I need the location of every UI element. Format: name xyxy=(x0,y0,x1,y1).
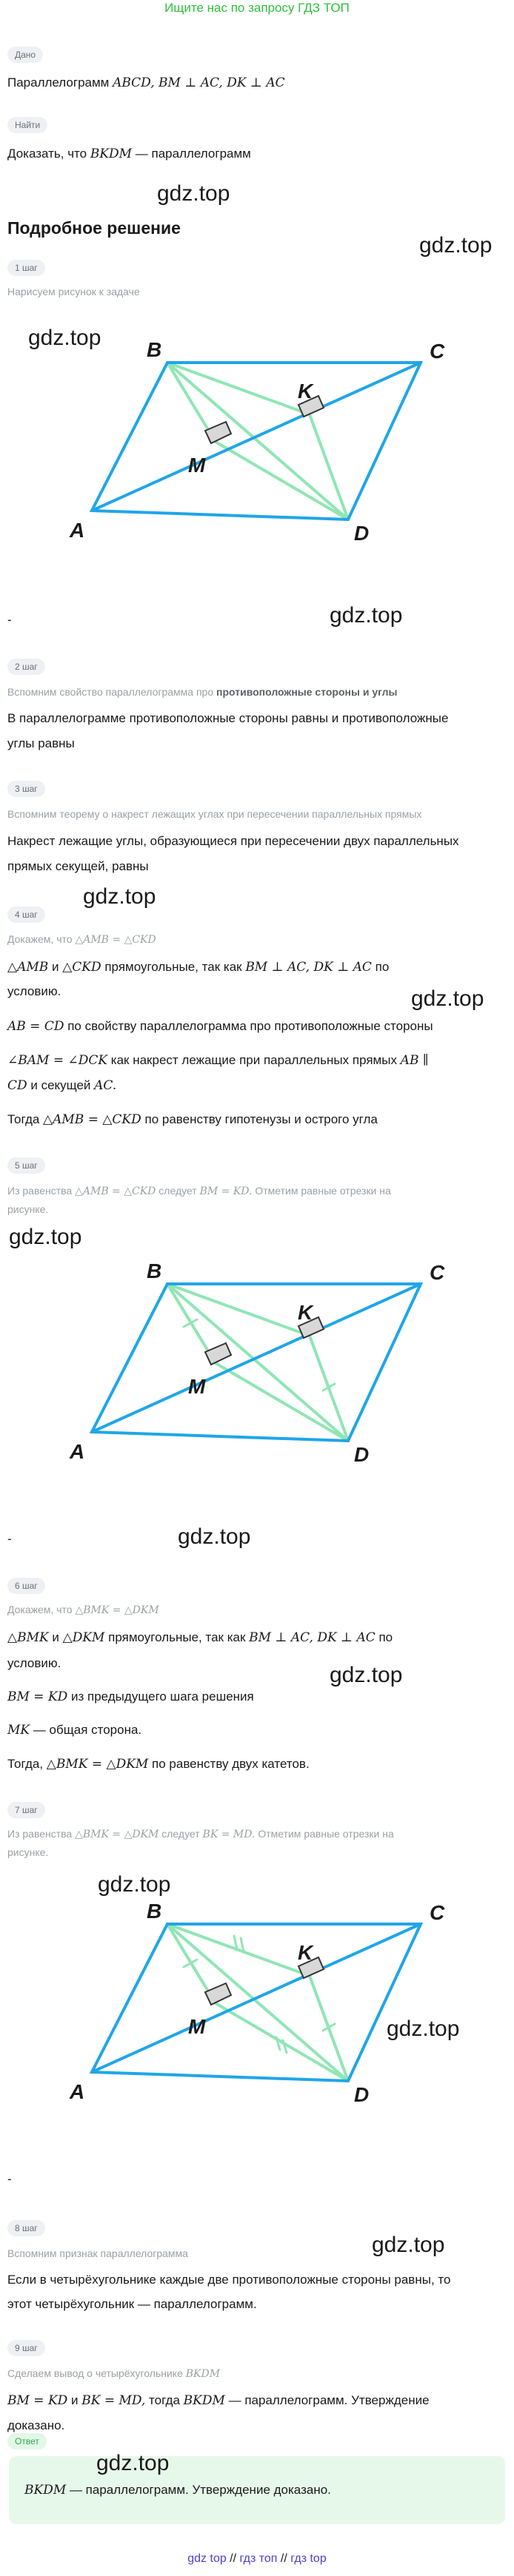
figure-1 xyxy=(59,333,459,570)
right-angle-m xyxy=(205,422,231,443)
segment-bk xyxy=(167,1284,310,1336)
step4-line2: условию. xyxy=(7,984,61,998)
step4-l5-m2: AC. xyxy=(94,1078,117,1093)
find-suffix: — параллелограмм xyxy=(132,147,251,161)
step2-hint xyxy=(7,683,397,701)
bottom-links xyxy=(0,2552,514,2566)
bottom-link-2[interactable]: гдз топ xyxy=(239,2552,278,2565)
step4-tag: 4 шаг xyxy=(7,907,45,923)
step4-line4 xyxy=(7,1049,429,1072)
step6-tag: 6 шаг xyxy=(7,1578,45,1594)
given-text xyxy=(7,72,285,94)
step6-l1-t2: прямоугольные, так как xyxy=(104,1630,250,1644)
diagonal-bd xyxy=(167,1284,348,1441)
answer-text xyxy=(24,2479,331,2501)
step4-line3 xyxy=(7,1015,433,1038)
step4-l1-t1: и xyxy=(48,960,63,974)
figure-2 xyxy=(59,1254,459,1491)
step5-hint-p1: Из равенства xyxy=(7,1185,76,1197)
step8-hint: Вспомним признак параллелограмма xyxy=(7,2247,188,2259)
step3-tag: 3 шаг xyxy=(7,781,45,797)
step5-hint-p3: Отметим равные отрезки на xyxy=(252,1185,391,1197)
step7-hint-m2: BK = MD. xyxy=(202,1829,256,1840)
watermark: gdz.top xyxy=(411,986,484,1011)
given-math: ABCD, BM ⊥ AC, DK ⊥ AC xyxy=(113,75,285,90)
segment-md xyxy=(216,442,348,519)
step2-tag-wrap xyxy=(7,659,45,675)
step2-tag: 2 шаг xyxy=(7,659,45,675)
watermark: gdz.top xyxy=(28,326,101,350)
step2-line2: углы равны xyxy=(7,736,75,750)
step6-l1-m2: △DKM xyxy=(62,1630,105,1645)
step5-tag: 5 шаг xyxy=(7,1157,45,1174)
diagonal-ac xyxy=(92,1924,421,2072)
step6-hint-math: △BMK = △DKM xyxy=(75,1604,159,1616)
step6-hint-prefix: Докажем, что xyxy=(7,1604,76,1615)
label-d: D xyxy=(354,1443,370,1466)
step6-l1-t1: и xyxy=(48,1630,63,1644)
step4-l6-t1: Тогда xyxy=(7,1112,44,1126)
step6-hint xyxy=(7,1601,159,1619)
label-b: B xyxy=(147,1900,162,1923)
step8-tag-wrap xyxy=(7,2220,45,2236)
step3-line1: Накрест лежащие углы, образующиеся при пересечении двух параллельных xyxy=(7,834,459,848)
step2-hint-prefix: Вспомним свойство параллелограмма про xyxy=(7,686,217,698)
label-a: A xyxy=(70,1440,85,1463)
step6-tag-wrap xyxy=(7,1578,45,1594)
step9-line2: доказано. xyxy=(7,2418,65,2432)
answer-math: BKDM xyxy=(24,2483,67,2498)
step7-hint-m1: △BMK = △DKM xyxy=(75,1829,159,1840)
segment-bk xyxy=(167,363,310,414)
step9-l1-m2: BK = MD, xyxy=(81,2393,146,2408)
step7-tag: 7 шаг xyxy=(7,1802,45,1818)
dash: - xyxy=(7,613,12,627)
label-k: K xyxy=(298,380,313,403)
step9-tag: 9 шаг xyxy=(7,2340,45,2356)
step9-tag-wrap xyxy=(7,2340,45,2356)
watermark: gdz.top xyxy=(157,181,230,206)
find-math: BKDM xyxy=(90,147,133,161)
step4-tag-wrap xyxy=(7,907,45,923)
label-c: C xyxy=(430,340,445,363)
dash: - xyxy=(7,2172,12,2186)
step4-l1-m1: △AMB xyxy=(7,960,49,975)
label-m: M xyxy=(188,454,206,477)
step6-l4-t: — общая сторона. xyxy=(30,1723,142,1737)
step7-hint-line2: рисунке. xyxy=(7,1846,49,1858)
right-angle-m xyxy=(205,1343,231,1365)
step5-tag-wrap xyxy=(7,1157,45,1174)
step4-l1-m3: BM ⊥ AC, DK ⊥ AC xyxy=(245,960,372,975)
step8-line1: Если в четырёхугольнике каждые две противоположные стороны равны, то xyxy=(7,2273,451,2287)
top-search-link[interactable]: Ищите нас по запросу ГДЗ ТОП xyxy=(164,1,350,15)
find-text xyxy=(7,143,251,165)
find-prefix: Доказать, что xyxy=(7,147,90,161)
step7-hint xyxy=(7,1825,394,1843)
given-tag-wrap xyxy=(7,47,43,63)
step7-tag-wrap xyxy=(7,1802,45,1818)
step1-hint: Нарисуем рисунок к задаче xyxy=(7,286,140,297)
watermark: gdz.top xyxy=(96,2451,170,2475)
step7-hint-p3: Отметим равные отрезки на xyxy=(255,1828,394,1840)
diagonal-bd xyxy=(167,363,348,519)
step6-line2: условию. xyxy=(7,1656,61,1670)
step2-hint-bold: противоположные стороны и углы xyxy=(216,686,398,698)
step4-l4-m2: AB ∥ xyxy=(400,1053,429,1068)
segment-md xyxy=(216,2003,348,2081)
right-angle-m xyxy=(205,1983,231,2005)
step4-l1-m2: △CKD xyxy=(62,960,101,975)
step5-hint-line2: рисунке. xyxy=(7,1203,49,1215)
watermark: gdz.top xyxy=(372,2233,445,2257)
bottom-link-1[interactable]: gdz top xyxy=(187,2552,227,2565)
step6-l4-m: MK xyxy=(7,1723,30,1738)
bottom-link-3[interactable]: гдз top xyxy=(290,2552,327,2565)
step5-hint-p2: следует xyxy=(156,1185,200,1197)
watermark: gdz.top xyxy=(387,2017,460,2041)
step6-line4 xyxy=(7,1719,141,1741)
step4-hint-math: △AMB = △CKD xyxy=(75,934,156,946)
step5-hint xyxy=(7,1182,391,1200)
label-k: K xyxy=(298,1301,313,1324)
step6-l5-t1: Тогда, xyxy=(7,1757,47,1771)
watermark: gdz.top xyxy=(83,884,156,909)
step6-line1 xyxy=(7,1627,393,1649)
label-d: D xyxy=(354,2083,370,2106)
step9-l1-t1: и xyxy=(67,2393,82,2407)
step5-hint-m1: △AMB = △CKD xyxy=(75,1186,156,1197)
step4-l3-m: AB = CD xyxy=(7,1019,64,1034)
step9-l1-t3: — параллелограмм. Утверждение xyxy=(224,2393,430,2407)
step6-line3 xyxy=(7,1686,254,1708)
step3-line2: прямых секущей, равны xyxy=(7,859,149,873)
step4-l4-t: как накрест лежащие при параллельных прямых xyxy=(107,1053,401,1067)
solution-title: Подробное решение xyxy=(7,218,181,238)
step9-line1 xyxy=(7,2390,430,2412)
label-m: M xyxy=(188,1375,206,1398)
label-b: B xyxy=(147,338,162,361)
step4-hint-prefix: Докажем, что xyxy=(7,933,76,945)
step4-line1 xyxy=(7,956,389,978)
step4-hint xyxy=(7,930,156,949)
step6-l1-m3: BM ⊥ AC, DK ⊥ AC xyxy=(249,1630,376,1645)
watermark: gdz.top xyxy=(419,233,493,258)
watermark: gdz.top xyxy=(330,1663,403,1687)
step4-l5-t: и секущей xyxy=(27,1078,95,1092)
step3-hint: Вспомним теорему о накрест лежащих углах при пересечении параллельных прямых xyxy=(7,808,422,820)
step1-tag: 1 шаг xyxy=(7,260,45,276)
answer-tag: Ответ xyxy=(7,2433,47,2449)
watermark: gdz.top xyxy=(98,1872,171,1897)
step4-line6 xyxy=(7,1109,378,1131)
bottom-sep-2: // xyxy=(277,2552,291,2565)
step4-l3-t: по свойству параллелограмма про противоположные стороны xyxy=(64,1019,433,1033)
step4-l6-t2: по равенству гипотенузы и острого угла xyxy=(141,1112,378,1126)
step2-line1: В параллелограмме противоположные стороны равны и противоположные xyxy=(7,711,449,725)
step6-l3-m: BM = KD xyxy=(7,1689,68,1704)
figure-3 xyxy=(59,1894,459,2131)
answer-tag-wrap xyxy=(7,2433,47,2449)
label-a: A xyxy=(70,519,85,542)
step7-hint-p2: следует xyxy=(158,1828,203,1840)
step7-hint-p1: Из равенства xyxy=(7,1828,76,1840)
step4-l6-m: △AMB = △CKD xyxy=(43,1112,141,1127)
step9-hint-math: BKDM xyxy=(185,2368,221,2380)
label-b: B xyxy=(147,1260,162,1282)
diagonal-ac xyxy=(92,1284,421,1432)
step1-tag-wrap xyxy=(7,260,45,276)
segment-bk xyxy=(167,1924,310,1976)
watermark: gdz.top xyxy=(9,1225,82,1249)
watermark: gdz.top xyxy=(330,603,403,628)
diagonal-bd xyxy=(167,1924,348,2081)
step9-hint-prefix: Сделаем вывод о четырёхугольнике xyxy=(7,2367,186,2379)
step6-l5-t2: по равенству двух катетов. xyxy=(148,1757,310,1771)
step8-line2: этот четырёхугольник — параллелограмм. xyxy=(7,2297,257,2311)
step6-l1-m1: △BMK xyxy=(7,1630,49,1645)
label-c: C xyxy=(430,1261,445,1284)
label-m: M xyxy=(188,2015,206,2038)
step9-l1-m3: BKDM xyxy=(183,2393,225,2408)
find-tag-wrap xyxy=(7,117,47,133)
step9-hint xyxy=(7,2364,220,2383)
step6-l5-m: △BMK = △DKM xyxy=(46,1757,149,1772)
label-d: D xyxy=(354,522,370,545)
step4-l1-t3: по xyxy=(371,960,390,974)
step4-l1-t2: прямоугольные, так как xyxy=(101,960,246,974)
step5-hint-m2: BM = KD. xyxy=(199,1186,253,1197)
step8-tag: 8 шаг xyxy=(7,2220,45,2236)
dash: - xyxy=(7,1532,12,1546)
step4-l4-m1: ∠BAM = ∠DCK xyxy=(7,1053,108,1068)
step6-line5 xyxy=(7,1753,310,1775)
step9-l1-m1: BM = KD xyxy=(7,2393,68,2408)
label-k: K xyxy=(298,1941,313,1964)
step6-l1-t3: по xyxy=(375,1630,393,1644)
given-prefix: Параллелограмм xyxy=(7,75,113,90)
step6-l3-t: из предыдущего шага решения xyxy=(67,1689,254,1704)
find-tag: Найти xyxy=(7,117,47,133)
diagonal-ac xyxy=(92,363,421,511)
bottom-sep-1: // xyxy=(226,2552,240,2565)
answer-suffix: — параллелограмм. Утверждение доказано. xyxy=(66,2483,331,2497)
given-tag: Дано xyxy=(7,47,43,63)
step9-l1-t2: тогда xyxy=(145,2393,184,2407)
step4-line5 xyxy=(7,1075,116,1097)
step4-l5-m1: CD xyxy=(7,1078,27,1093)
watermark: gdz.top xyxy=(178,1524,251,1549)
label-c: C xyxy=(430,1901,445,1924)
label-a: A xyxy=(70,2080,85,2103)
segment-md xyxy=(216,1363,348,1441)
step3-tag-wrap xyxy=(7,781,45,797)
